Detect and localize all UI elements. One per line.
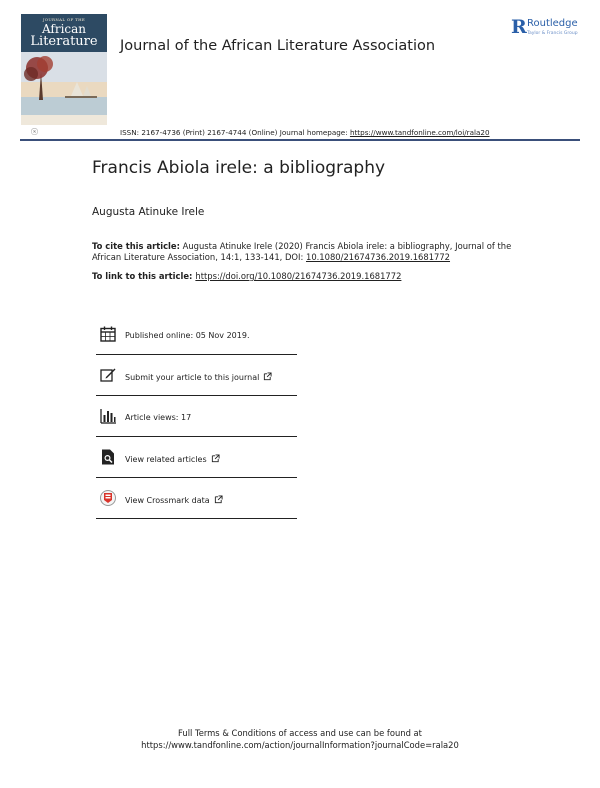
crossmark-row[interactable] <box>96 477 297 519</box>
crossmark-label[interactable] <box>125 495 223 505</box>
external-link-icon <box>211 454 220 463</box>
submit-article-row[interactable] <box>96 354 297 396</box>
terms-line: Full Terms & Conditions of access and use can be found at <box>178 728 422 738</box>
journal-title: Journal of the African Literature Association <box>120 38 436 54</box>
cover-title-line2: Literature <box>30 34 98 49</box>
terms-footer <box>0 727 600 751</box>
journal-homepage-link[interactable]: https://www.tandfonline.com/loi/rala20 <box>349 128 490 137</box>
terms-url-link[interactable]: https://www.tandfonline.com/action/journalInformation?journalCode=rala20 <box>141 740 459 750</box>
external-link-icon <box>214 495 223 504</box>
edit-icon <box>99 366 117 384</box>
citation-text: Augusta Atinuke Irele (2020) Francis Abiola irele: a bibliography, Journal of the African Literature Association, 14:1, 133-141, DOI: <box>92 241 512 262</box>
open-access-icon: ⓢ <box>31 128 38 136</box>
calendar-icon <box>99 325 117 343</box>
routledge-logo-icon: R <box>511 16 527 38</box>
submit-article-label[interactable] <box>125 372 272 382</box>
doi-link[interactable]: 10.1080/21674736.2019.1681772 <box>305 252 451 262</box>
issn-text: ISSN: 2167-4736 (Print) 2167-4744 (Online) Journal homepage: <box>120 128 350 137</box>
cover-painting <box>21 52 107 115</box>
article-link-label: To link to this article: <box>92 271 193 281</box>
cover-small-text: JOURNAL OF THE <box>42 17 86 22</box>
citation-block <box>92 241 532 263</box>
publisher-tagline: Taylor & Francis Group <box>527 31 578 36</box>
article-title: Francis Abiola irele: a bibliography <box>92 158 386 178</box>
related-articles-row[interactable] <box>96 436 297 478</box>
cover-title-line1: African <box>41 22 87 36</box>
crossmark-text: View Crossmark data <box>125 496 210 505</box>
journal-cover <box>21 14 107 125</box>
article-author: Augusta Atinuke Irele <box>92 206 205 218</box>
article-link-block <box>92 271 401 281</box>
article-views-label: Article views: 17 <box>125 413 192 422</box>
citation-label: To cite this article: <box>92 241 180 251</box>
search-document-icon <box>99 448 117 466</box>
article-views-row <box>96 395 297 437</box>
submit-article-text: Submit your article to this journal <box>125 373 260 382</box>
published-online-row <box>96 313 297 355</box>
header-divider <box>20 139 580 141</box>
publisher-logo[interactable] <box>511 17 591 41</box>
crossmark-icon <box>99 489 117 507</box>
issn-line <box>120 128 490 137</box>
related-articles-label[interactable] <box>125 454 220 464</box>
cover-footer-band <box>21 115 107 125</box>
article-doi-url[interactable]: https://doi.org/10.1080/21674736.2019.1681772 <box>195 271 402 281</box>
publisher-name: Routledge <box>527 18 578 29</box>
published-online-label: Published online: 05 Nov 2019. <box>125 331 250 340</box>
external-link-icon <box>263 372 272 381</box>
related-articles-text: View related articles <box>125 455 207 464</box>
bar-chart-icon <box>99 407 117 425</box>
